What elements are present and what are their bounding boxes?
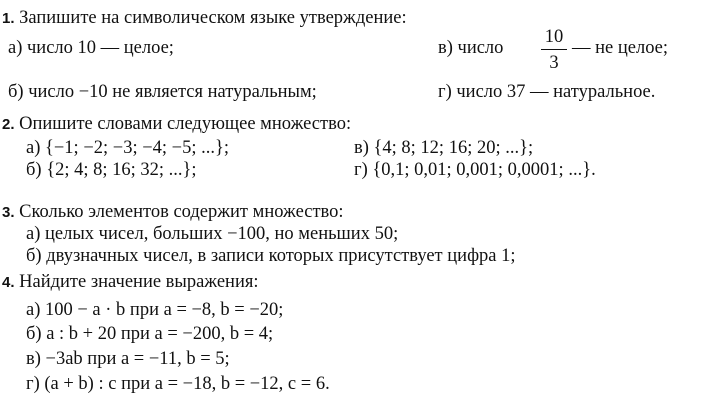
- task-1-item-g: г) число 37 — натуральное.: [438, 82, 656, 102]
- task-4-item-a: а) 100 − a · b при a = −8, b = −20;: [26, 300, 284, 320]
- task-3-number: 3.: [2, 204, 15, 221]
- fraction-denominator: 3: [549, 53, 559, 74]
- task-3-item-b: б) двузначных чисел, в записи которых присутствует цифра 1;: [26, 246, 516, 266]
- task-2-item-v: в) {4; 8; 12; 16; 20; ...};: [354, 138, 534, 158]
- task-2-item-g: г) {0,1; 0,01; 0,001; 0,0001; ...}.: [354, 160, 596, 180]
- task-2-item-b: б) {2; 4; 8; 16; 32; ...};: [26, 160, 197, 180]
- task-1-item-v-prefix: в) число: [438, 38, 504, 58]
- task-4-heading: Найдите значение выражения:: [19, 272, 259, 292]
- fraction-bar: [541, 49, 567, 50]
- task-4-item-v: в) −3ab при a = −11, b = 5;: [26, 349, 230, 369]
- task-1-item-v-suffix: — не целое;: [572, 38, 669, 58]
- task-3-heading: Сколько элементов содержит множество:: [19, 202, 344, 222]
- task-1-heading: Запишите на символическом языке утверждение:: [19, 8, 407, 28]
- task-2-heading-line: [2, 114, 351, 135]
- task-2-number: 2.: [2, 116, 15, 133]
- task-1-heading-line: [2, 8, 407, 29]
- task-1-item-a: а) число 10 — целое;: [8, 38, 174, 58]
- task-3-heading-line: [2, 202, 344, 223]
- task-4-heading-line: [2, 272, 259, 293]
- task-1-number: 1.: [2, 10, 15, 27]
- task-4-item-g: г) (a + b) : c при a = −18, b = −12, c = 6.: [26, 374, 330, 394]
- task-2-item-a: а) {−1; −2; −3; −4; −5; ...};: [26, 138, 230, 158]
- task-2-heading: Опишите словами следующее множество:: [19, 114, 352, 134]
- task-4-item-b: б) a : b + 20 при a = −200, b = 4;: [26, 324, 274, 344]
- task-4-number: 4.: [2, 274, 15, 291]
- task-1-fraction: [541, 27, 567, 73]
- task-1-item-b: б) число −10 не является натуральным;: [8, 82, 317, 102]
- task-3-item-a: а) целых чисел, больших −100, но меньших 50;: [26, 224, 399, 244]
- fraction-numerator: 10: [544, 27, 564, 47]
